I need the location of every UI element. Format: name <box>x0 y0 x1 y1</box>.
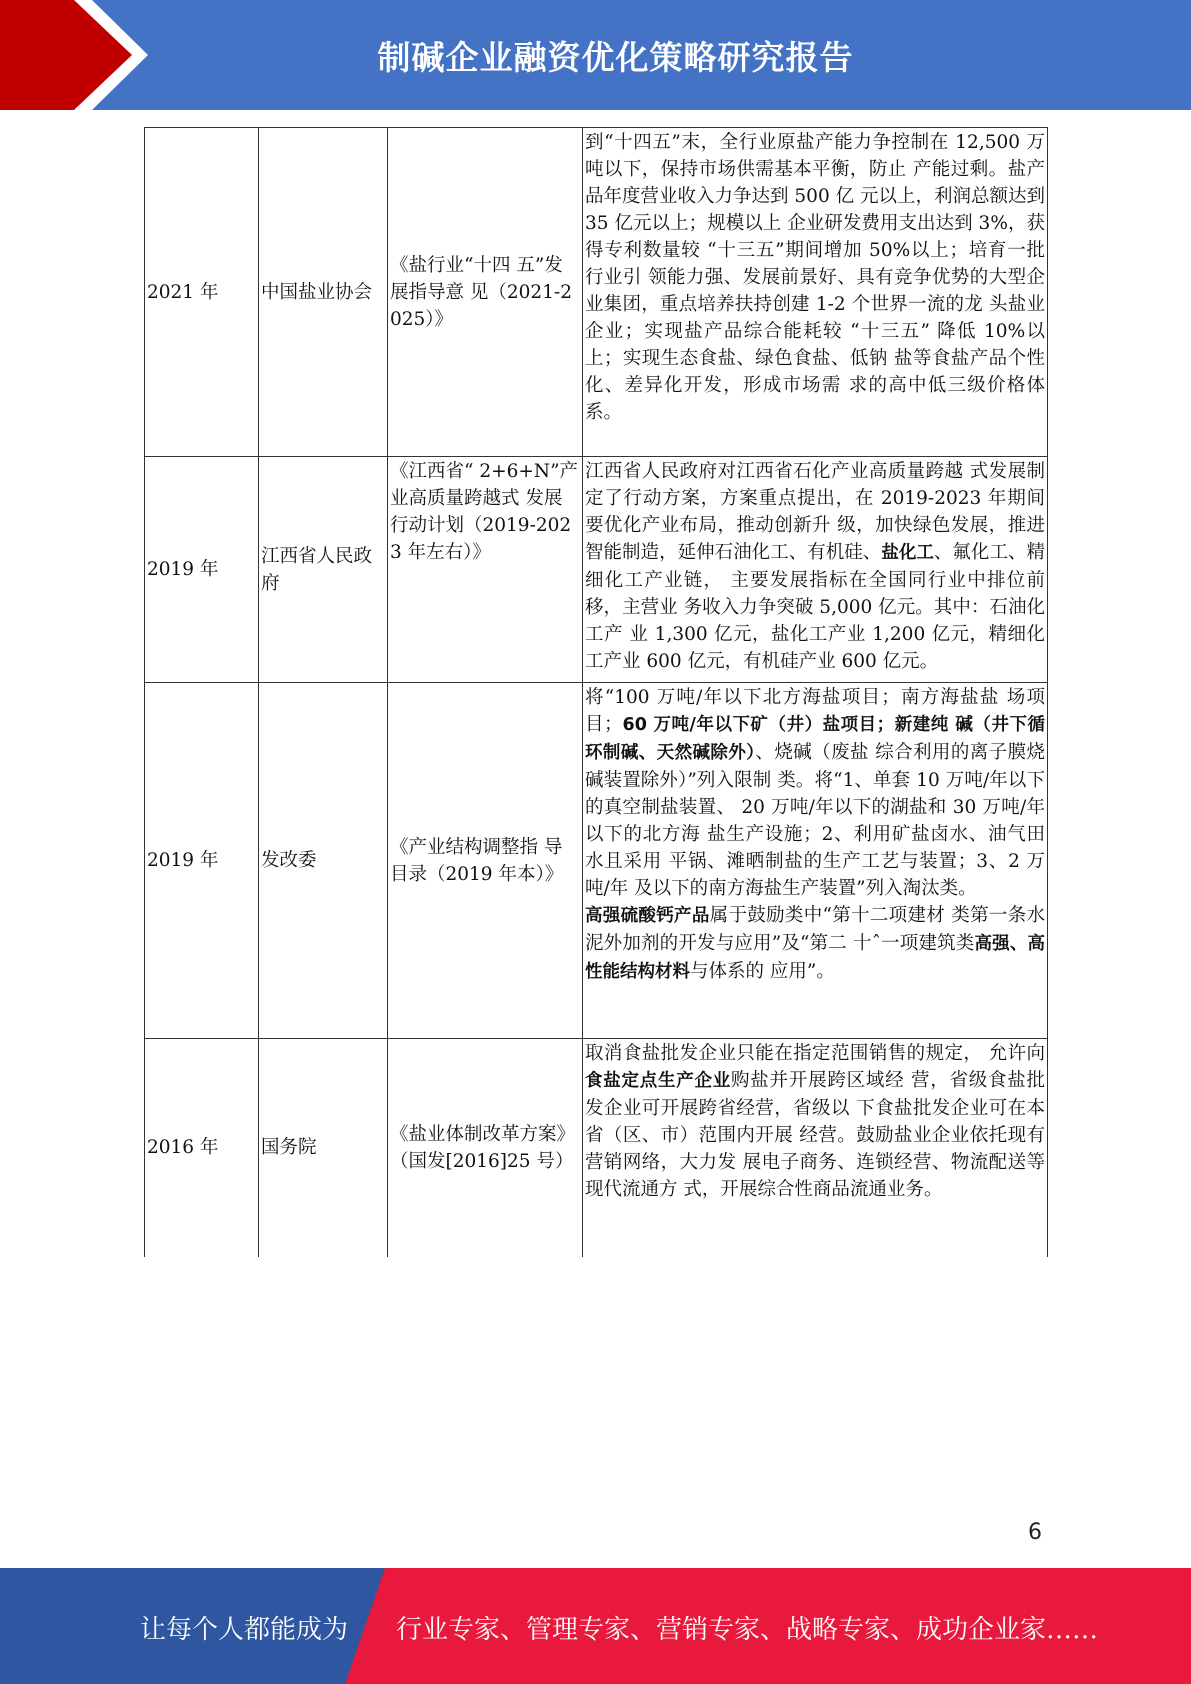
table-row <box>145 128 1048 457</box>
bold-text-run: 60 万吨/年以下矿（井）盐项目；新建纯 碱（井下循环制碱、天然碱除外） <box>585 715 1045 763</box>
footer-slogan-right: 行业专家、管理专家、营销专家、战略专家、成功企业家…… <box>396 1615 1099 1645</box>
page-number: 6 <box>1028 1520 1042 1545</box>
text-run: 购盐并开展跨区域经 营，省级食盐批发企业可开展跨省经营，省级以 下食盐批发企业可在本省（区、市）范围内开展 经营。鼓励盐业企业依托现有营销网络，大力发 展电子商务、连锁经营、物流配送等现代流通方 式，开展综合性商品流通业务。 <box>585 1070 1046 1200</box>
description-cell <box>583 128 1048 457</box>
page-title: 制碱企业融资优化策略研究报告 <box>377 37 854 77</box>
issuer-cell: 国务院 <box>259 1039 388 1257</box>
policy-table <box>144 127 1048 1257</box>
text-run: 、氟化工、精细化工产业链， 主要发展指标在全国同行业中排位前移，主营业 务收入力争突破 5,000 亿元。其中：石油化工产 业 1,300 亿元，盐化工产业 1,200 亿元，精细化 工产业 600 亿元，有机硅产业 600 亿元。 <box>585 542 1045 672</box>
text-run: 取消食盐批发企业只能在指定范围销售的规定， 允许向 <box>585 1043 1045 1064</box>
table-row <box>145 683 1048 1039</box>
document-cell: 《江西省“ 2+6+N”产业高质量跨越式 发展行动计划（2019-2023 年左右）》 <box>388 457 583 683</box>
text-run: 与体系的 应用”。 <box>690 961 835 982</box>
bold-text-run: 盐化工 <box>881 543 934 563</box>
document-cell: 《盐行业“十四 五”发展指导意 见（2021-2025）》 <box>388 128 583 457</box>
issuer-cell: 发改委 <box>259 683 388 1039</box>
table-row <box>145 457 1048 683</box>
bold-text-run: 食盐定点生产企业 <box>585 1071 732 1091</box>
bold-text-run: 高强、高性能结构材料 <box>585 934 1045 982</box>
description-cell <box>583 457 1048 683</box>
description-cell <box>583 1039 1048 1257</box>
text-run: 江西省人民政府对江西省石化产业高质量跨越 式发展制定了行动方案，方案重点提出，在 2019-2023 年期间要优化产业布局，推动创新升 级，加快绿色发展，推进智能制造，延伸石油化工、有机硅、 <box>585 461 1045 563</box>
year-cell: 2019 年 <box>145 683 259 1039</box>
description-cell <box>583 683 1048 1039</box>
document-cell: 《产业结构调整指 导目录（2019 年本）》 <box>388 683 583 1039</box>
header-band <box>0 0 1191 110</box>
text-run: 、烧碱（废盐 综合利用的离子膜烧碱装置除外）”列入限制 类。将“1、单套 10 万吨/年以下的真空制盐装置、 20 万吨/年以下的湖盐和 30 万吨/年以下的北方海 盐生产设施；2、利用矿盐卤水、油气田水且采用 平锅、滩晒制盐的生产工艺与装置；3、2 万吨/年 及以下的南方海盐生产装置”列入淘汰类。 <box>585 742 1046 899</box>
year-cell: 2019 年 <box>145 457 259 683</box>
text-run: 将“100 万吨/年以下北方海盐项目；南方海盐盐 场项目； <box>585 687 1045 735</box>
text-run: 属于鼓励类中“第十二项建材 类第一条水泥外加剂的开发与应用”及“第二 十ˆ一项建筑类 <box>585 905 1046 954</box>
bold-text-run: 高强硫酸钙产品 <box>585 906 710 926</box>
text-run: 到“十四五”末，全行业原盐产能力争控制在 12,500 万吨以下，保持市场供需基本平衡，防止 产能过剩。盐产品年度营业收入力争达到 500 亿 元以上，利润总额达到 35 亿元以上；规模以上 企业研发费用支出达到 3%，获得专利数量较 “十三五”期间增加 50%以上；培育一批行业引 领能力强、发展前景好、具有竞争优势的大型企 业集团，重点培养扶持创建 1-2 个世界一流的龙 头盐业企业；实现盐产品综合能耗较 “十三五” 降低 10%以上；实现生态食盐、绿色食盐、低钠 盐等食盐产品个性化、差异化开发，形成市场需 求的高中低三级价格体系。 <box>585 132 1045 423</box>
year-cell: 2016 年 <box>145 1039 259 1257</box>
issuer-cell: 中国盐业协会 <box>259 128 388 457</box>
table-row <box>145 1039 1048 1257</box>
document-cell: 《盐业体制改革方案》（国发[2016]25 号） <box>388 1039 583 1257</box>
footer-slogan-left: 让每个人都能成为 <box>140 1615 349 1645</box>
issuer-cell: 江西省人民政府 <box>259 457 388 683</box>
year-cell: 2021 年 <box>145 128 259 457</box>
